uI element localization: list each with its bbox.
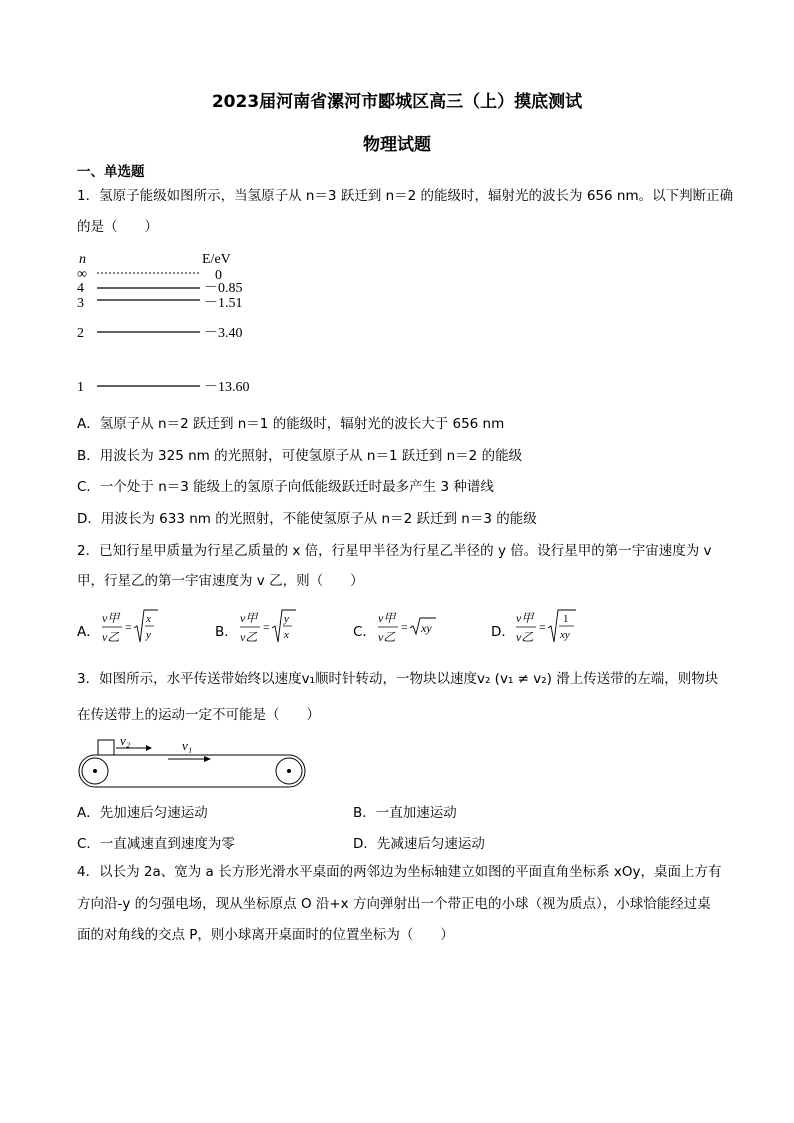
svg-text:y: y bbox=[146, 629, 151, 641]
svg-text:xy: xy bbox=[560, 629, 570, 641]
svg-text:v乙: v乙 bbox=[378, 630, 396, 644]
svg-text:v甲: v甲 bbox=[516, 611, 534, 625]
energy-axis-label: E/eV bbox=[202, 252, 231, 267]
svg-text:=: = bbox=[125, 620, 132, 634]
q4-stem-line3: 面的对角线的交点 P，则小球离开桌面时的位置坐标为（ ） bbox=[77, 927, 454, 943]
svg-text:=: = bbox=[401, 620, 408, 634]
svg-text:v甲: v甲 bbox=[102, 611, 120, 625]
q4-stem-line2: 方向沿-y 的匀强电场，现从坐标原点 O 沿+x 方向弹射出一个带正电的小球（视为质点），小球恰能经过桌 bbox=[77, 896, 711, 912]
svg-text:xy: xy bbox=[421, 621, 432, 635]
conveyor-belt-diagram bbox=[72, 732, 312, 792]
q1-option-c[interactable]: C．一个处于 n＝3 能级上的氢原子向低能级跃迁时最多产生 3 种谱线 bbox=[77, 479, 494, 495]
q1-option-b[interactable]: B．用波长为 325 nm 的光照射，可使氢原子从 n＝1 跃迁到 n＝2 的能级 bbox=[77, 448, 523, 464]
svg-text:1: 1 bbox=[563, 613, 569, 625]
q2-option-b-label[interactable]: B． bbox=[215, 624, 238, 640]
level-e-4: －0.85 bbox=[204, 281, 243, 296]
n-axis-label: n bbox=[79, 252, 86, 267]
q3-stem-line1: 3．如图所示，水平传送带始终以速度v₁顺时针转动，一物块以速度v₂ (v₁ ≠ v₂) 滑上传送带的左端，则物块 bbox=[77, 671, 719, 687]
section-heading: 一、单选题 bbox=[77, 164, 145, 180]
q2-stem-line1: 2．已知行星甲质量为行星乙质量的 x 倍，行星甲半径为行星乙半径的 y 倍。设行星甲的第一宇宙速度为 v bbox=[77, 543, 712, 559]
q2-option-a-label[interactable]: A． bbox=[77, 624, 100, 640]
svg-text:y: y bbox=[284, 613, 289, 625]
v2-label: v₂ bbox=[120, 733, 131, 748]
level-n-4: 4 bbox=[77, 281, 84, 296]
q3-option-c[interactable]: C．一直减速直到速度为零 bbox=[77, 836, 235, 852]
q2-option-c-label[interactable]: C． bbox=[353, 624, 376, 640]
level-n-3: 3 bbox=[77, 296, 84, 311]
level-n-2: 2 bbox=[77, 326, 84, 341]
svg-text:x: x bbox=[284, 629, 289, 641]
svg-text:v乙: v乙 bbox=[516, 630, 534, 644]
q4-stem-line1: 4．以长为 2a、宽为 a 长方形光滑水平桌面的两邻边为坐标轴建立如图的平面直角坐标系 xOy，桌面上方有 bbox=[77, 864, 722, 880]
q2-stem-line2: 甲，行星乙的第一宇宙速度为 v 乙，则（ ） bbox=[77, 573, 364, 589]
level-n-1: 1 bbox=[77, 380, 84, 395]
q1-option-a[interactable]: A．氢原子从 n＝2 跃迁到 n＝1 的能级时，辐射光的波长大于 656 nm bbox=[77, 416, 505, 432]
svg-text:x: x bbox=[146, 613, 151, 625]
exam-subtitle: 物理试题 bbox=[363, 135, 431, 155]
q1-stem-line2: 的是（ ） bbox=[77, 219, 158, 235]
block bbox=[98, 740, 114, 755]
energy-level-diagram bbox=[70, 248, 270, 398]
level-e-2: －3.40 bbox=[204, 326, 243, 341]
q2-option-b-formula[interactable] bbox=[238, 606, 298, 650]
q3-stem-line2: 在传送带上的运动一定不可能是（ ） bbox=[77, 707, 320, 723]
q1-option-d[interactable]: D．用波长为 633 nm 的光照射，不能使氢原子从 n＝2 跃迁到 n＝3 的能级 bbox=[77, 511, 537, 527]
svg-text:v乙: v乙 bbox=[102, 630, 120, 644]
v1-label: v₁ bbox=[182, 738, 193, 753]
q3-option-d[interactable]: D．先减速后匀速运动 bbox=[353, 836, 485, 852]
level-e-3: －1.51 bbox=[204, 296, 243, 311]
level-e-1: －13.60 bbox=[204, 380, 250, 395]
belt bbox=[79, 755, 305, 787]
svg-text:v乙: v乙 bbox=[240, 630, 258, 644]
svg-text:v甲: v甲 bbox=[378, 611, 396, 625]
q1-stem-line1: 1．氢原子能级如图所示，当氢原子从 n＝3 跃迁到 n＝2 的能级时，辐射光的波长为 656 nm。以下判断正确 bbox=[77, 188, 734, 204]
level-e-inf: 0 bbox=[215, 268, 222, 283]
q2-option-c-formula[interactable] bbox=[376, 606, 440, 650]
exam-title: 2023届河南省漯河市郾城区高三（上）摸底测试 bbox=[211, 92, 583, 112]
svg-text:=: = bbox=[263, 620, 270, 634]
q2-option-a-formula[interactable] bbox=[100, 606, 160, 650]
svg-text:=: = bbox=[539, 620, 546, 634]
svg-text:v甲: v甲 bbox=[240, 611, 258, 625]
q2-option-d-formula[interactable] bbox=[514, 606, 578, 650]
q3-option-a[interactable]: A．先加速后匀速运动 bbox=[77, 805, 208, 821]
q2-option-d-label[interactable]: D． bbox=[491, 624, 515, 640]
level-n-inf: ∞ bbox=[77, 267, 87, 282]
q3-option-b[interactable]: B．一直加速运动 bbox=[353, 805, 457, 821]
